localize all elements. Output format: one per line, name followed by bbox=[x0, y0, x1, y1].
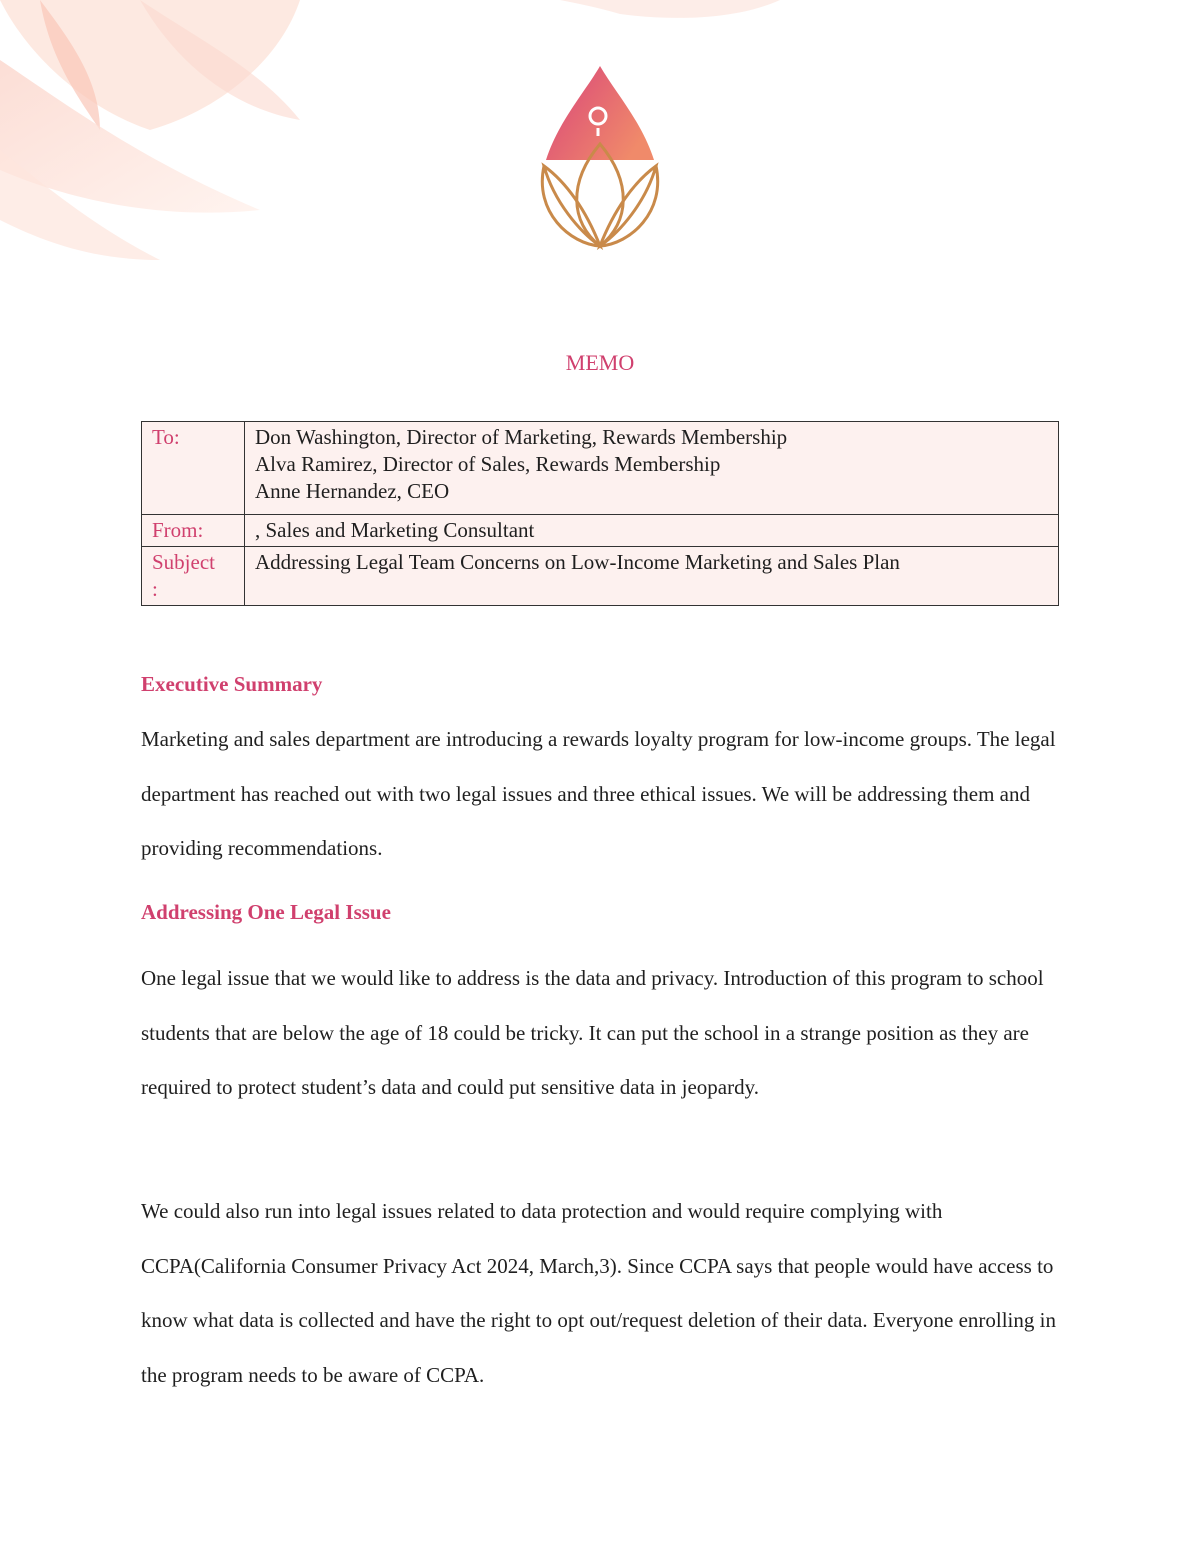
executive-summary-heading: Executive Summary bbox=[141, 672, 323, 696]
legal-issue-paragraph-2: We could also run into legal issues related to data protection and would require complying with CCPA(California Consumer Privacy Act 2024, March,3). Since CCPA says that people would have access to know what data is collected and have the right to opt out/request deletion of their data. Everyone enrolling in the program needs to be aware of CCPA. bbox=[141, 1199, 1056, 1387]
to-recipient-2: Alva Ramirez, Director of Sales, Rewards Membership bbox=[255, 452, 721, 476]
subject-row bbox=[142, 547, 1059, 606]
to-recipient-3: Anne Hernandez, CEO bbox=[255, 479, 450, 503]
to-label: To: bbox=[142, 422, 245, 515]
from-value: , Sales and Marketing Consultant bbox=[245, 515, 1059, 547]
legal-issue-paragraph-1: One legal issue that we would like to address is the data and privacy. Introduction of this program to school students that are below the age of 18 could be tricky. It can put the school in a strange position as they are required to protect student’s data and could put sensitive data in jeopardy. bbox=[141, 966, 1044, 1099]
memo-title: MEMO bbox=[565, 350, 635, 375]
legal-issue-heading: Addressing One Legal Issue bbox=[141, 900, 391, 924]
subject-label: Subject : bbox=[142, 547, 245, 606]
to-value bbox=[245, 422, 1059, 515]
from-label: From: bbox=[142, 515, 245, 547]
from-row bbox=[142, 515, 1059, 547]
subject-value: Addressing Legal Team Concerns on Low-Income Marketing and Sales Plan bbox=[245, 547, 1059, 606]
to-recipient-1: Don Washington, Director of Marketing, Rewards Membership bbox=[255, 425, 788, 449]
executive-summary-paragraph: Marketing and sales department are introducing a rewards loyalty program for low-income groups. The legal department has reached out with two legal issues and three ethical issues. We will be addressing them and providing recommendations. bbox=[141, 727, 1056, 860]
to-row bbox=[142, 422, 1059, 515]
memo-header-table bbox=[141, 421, 1059, 606]
lotus-drop-logo bbox=[530, 62, 670, 252]
